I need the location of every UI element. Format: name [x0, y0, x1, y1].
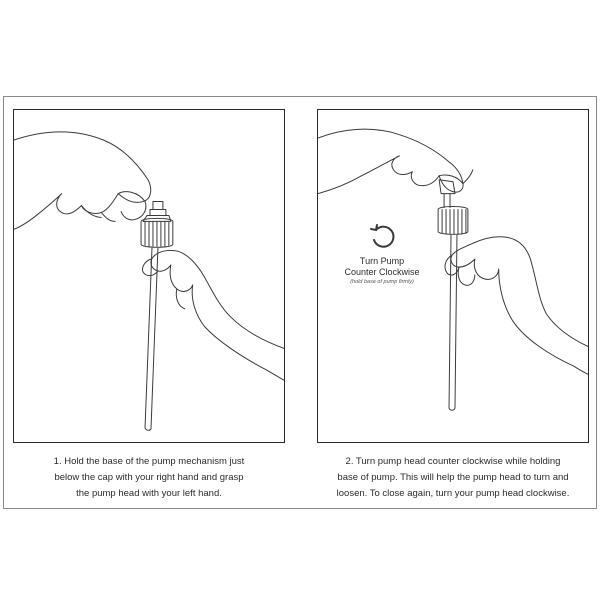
right-hand	[451, 237, 588, 375]
left-hand	[14, 132, 151, 230]
pump-tube	[449, 235, 457, 408]
annotation-line-1: Turn Pump	[359, 256, 405, 266]
caption-line: base of pump. This will help the pump head to turn and	[337, 472, 569, 483]
step-1-drawing	[14, 110, 284, 442]
step-1-illustration	[13, 109, 285, 443]
step-2-caption	[313, 454, 593, 502]
caption-line: the pump head with your left hand.	[76, 488, 222, 499]
rotation-annotation	[330, 256, 434, 286]
annotation-line-2: Counter Clockwise	[344, 267, 420, 277]
right-hand	[151, 250, 284, 380]
step-1-caption	[9, 454, 289, 502]
left-hand	[318, 129, 463, 193]
caption-line: below the cap with your right hand and grasp	[54, 472, 244, 483]
caption-line: loosen. To close again, turn your pump head clockwise.	[336, 488, 570, 499]
caption-line: 2. Turn pump head counter clockwise while holding	[345, 456, 561, 467]
annotation-note: (hold base of pump firmly)	[350, 279, 414, 285]
caption-line: 1. Hold the base of the pump mechanism just	[53, 456, 245, 467]
pump-head	[153, 202, 163, 210]
counter-clockwise-arrow-icon	[367, 220, 399, 252]
